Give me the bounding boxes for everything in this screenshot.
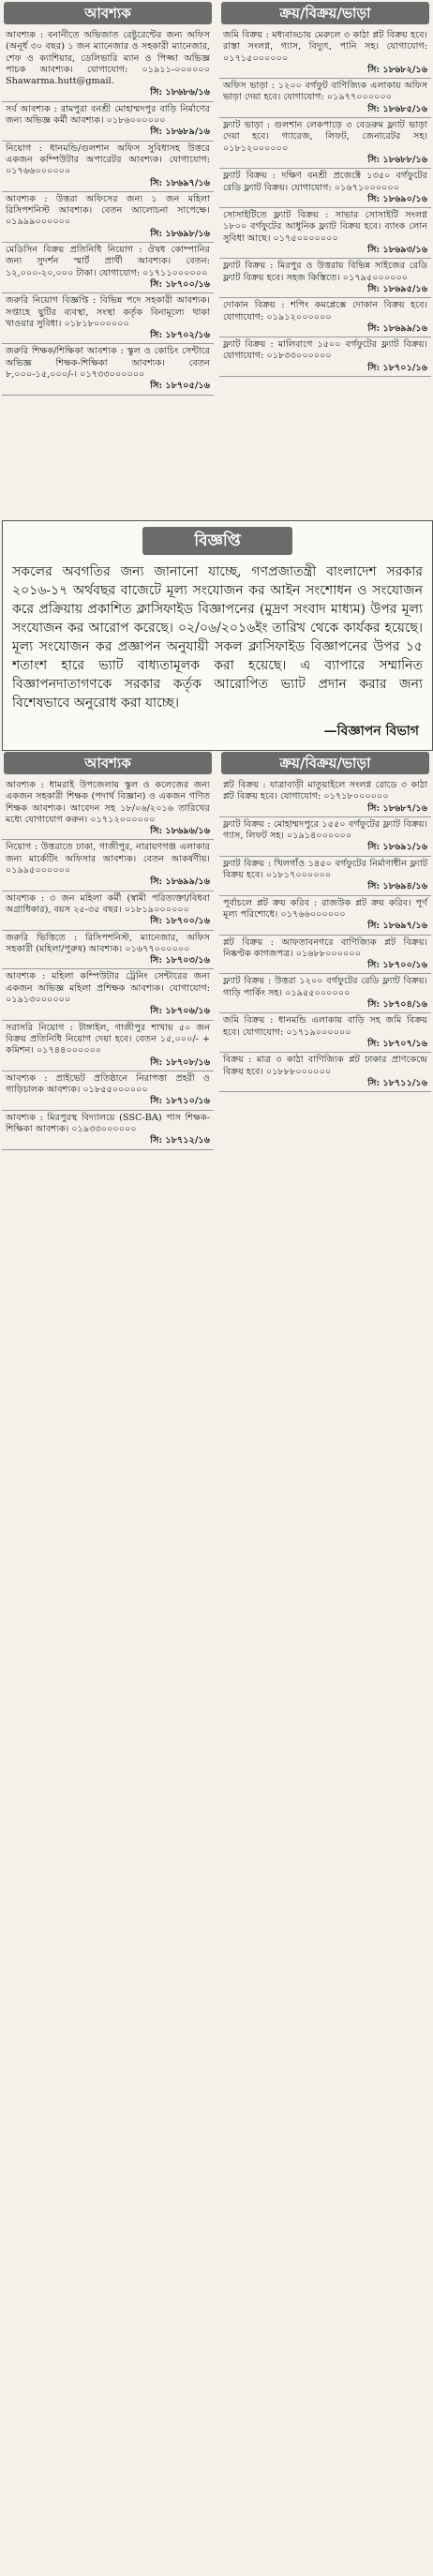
ad-code: সি: ১৮৬৯৮/১৬ (150, 228, 210, 239)
ad-text: সোসাইটিতে ফ্ল্যাট বিক্রয় : সাভার সোসাইটি সংলগ্ন ১৮০০ বর্গফুটের আধুনিক ফ্ল্যাট বিক্রয় হবে। ব্যাংক লোন সুবিধা আছে। ০১৭৫০০০০০০০ (223, 210, 427, 244)
classified-ad (219, 896, 431, 936)
ad-text: নিয়োগ : উত্তরাতে ঢাকা, গাজীপুর, নারায়ণগঞ্জ এলাকার জন্য মার্কেটিং অফিসার আবশ্যক। বেতন আকর্ষণীয়। ০১৯৯৫০০০০০০ (6, 842, 210, 876)
vat-notice (2, 520, 433, 751)
ad-code: সি: ১৮৭০৬/১৬ (150, 1006, 210, 1017)
ad-code: সি: ১৮৭০৪/১৬ (367, 999, 427, 1011)
classified-ad (219, 857, 431, 896)
classified-ad (2, 1111, 214, 1150)
ad-code: সি: ১৮৬৯০/১৬ (367, 193, 427, 204)
ad-text: ফ্ল্যাট ভাড়া : গুলশান লেকপাড়ে ৩ বেডরুম ফ্ল্যাট ভাড়া দেয়া হবে। গ্যারেজ, লিফট, জেনারেটর সহ। ০১৮১২০০০০০০ (223, 120, 427, 154)
classified-ad (219, 337, 431, 377)
bottom-left-header: আবশ্যক (4, 752, 212, 774)
top-classifieds (2, 0, 431, 514)
ad-text: সর্ব আবশ্যক : রামপুরা বনশ্রী মোহাম্মদপুর বাড়ি নির্মাণের জন্য অভিজ্ঞ কর্মী আবশ্যক। ০১৮৬০০০০০০ (6, 103, 210, 127)
ad-text: প্লট বিক্রয় : যাত্রাবাড়ী মাতুয়াইলে সংলগ্ন রোডে ৩ কাঠা প্লট বিক্রয় হবে। যোগাযোগ: ০১৭১৮০০০০০০ (223, 780, 427, 802)
top-right-ad-list (219, 28, 431, 377)
classified-ad (219, 118, 431, 169)
ad-code: সি: ১৮৬৯১/১৬ (367, 842, 427, 853)
ad-text: ফ্ল্যাট বিক্রয় : খিলগাঁও ১৪৫০ বর্গফুটের নির্মাণাধীন ফ্ল্যাট বিক্রয় হবে। ০১৮১৭০০০০০০ (223, 858, 427, 881)
ad-code: সি: ১৮৭১১/১৬ (367, 1077, 427, 1088)
classified-ad (2, 243, 214, 293)
ad-text: জরুরি শিক্ষক/শিক্ষিকা আবশ্যক : স্কুল ও কোচিং সেন্টারে অভিজ্ঞ শিক্ষক-শিক্ষিকা আবশ্যক। বেতন ৮,০০০-১৫,০০০/-। ০১৭৩৩০০০০০০ (6, 346, 210, 381)
classified-ad (2, 778, 214, 840)
ad-code: সি: ১৮৭০৩/১৬ (150, 955, 210, 966)
bottom-right-header: ক্রয়/বিক্রয়/ভাড়া (221, 752, 429, 774)
ad-code: সি: ১৮৬৯৯/১৬ (150, 876, 210, 888)
ad-text: আবশ্যক : ধামরাই উপজেলায় স্কুল ও কলেজের জন্য একজন সহকারী শিক্ষক (পদার্থ বিজ্ঞান) ও একজন গণিত শিক্ষক আবশ্যক। আবেদন সহ ১৮/০৬/২০১৬ তারিখের মধ্যে যোগাযোগ করুন। ০১৭১২০০০০০০ (6, 780, 210, 825)
classified-ad (219, 974, 431, 1013)
classified-ad (2, 840, 214, 891)
ad-text: আবশ্যক : ৩ জন মহিলা কর্মী (স্বামী পরিত্যক্তা/বিধবা অগ্রাধিকার), বয়স ২৫-৩৫ বছর। ০১৮১৯০০০০০০ (6, 892, 210, 915)
ad-text: প্লট বিক্রয় : আফতাবনগরে বাণিজ্যিক প্লট বিক্রয়। নিষ্কণ্টক কাগজপত্র। ০১৬৮৮০০০০০০ (223, 936, 427, 959)
notice-body: সকলের অবগতির জন্য জানানো যাচ্ছে, গণপ্রজাতন্ত্রী বাংলাদেশ সরকার ২০১৬-১৭ অর্থবছর বাজেটে মূল্য সংযোজন কর আইন সংশোধন ও সংযোজন করে প্রক্রিয়ায় প্রকাশিত ক্লাসিফাইড বিজ্ঞাপনের (মুদ্রণ সংবাদ মাধ্যম) উপর মূল্য সংযোজন কর আরোপ করেছে। ০২/০৬/২০১৬ইং তারিখ থেকে কার্যকর হয়েছে। মূল্য সংযোজন কর প্রজ্ঞাপন অনুযায়ী সকল ক্লাসিফাইড বিজ্ঞাপনের উপর ১৫ শতাংশ হারে ভ্যাট বাধ্যতামূলক করা হয়েছে। এ ব্যাপারে সম্মানিত বিজ্ঞাপনদাতাগণকে সরকার কর্তৃক আরোপিত ভ্যাট প্রদান করার জন্য বিশেষভাবে অনুরোধ করা যাচ্ছে। (12, 564, 423, 711)
bottom-classifieds (2, 750, 431, 2573)
notice-signature: —বিজ্ঞাপন বিভাগ (323, 724, 419, 739)
ad-code: সি: ১৮৭০০/১৬ (150, 278, 210, 290)
ad-text: দোকান বিক্রয় : শপিং কমপ্লেক্সে দোকান বিক্রয় হবে। যোগাযোগ: ০১৯১২০০০০০০ (223, 300, 427, 322)
bottom-right-ad-list (219, 778, 431, 1092)
classified-ad (219, 28, 431, 79)
ad-code: সি: ১৮৭০৮/১৬ (150, 1056, 210, 1068)
classified-ad (219, 936, 431, 975)
ad-code: সি: ১৮৬৯৬/১৬ (150, 826, 210, 837)
bottom-right-column (219, 750, 431, 1150)
ad-text: জমি বিক্রয় : মধ্যবাড্ডায় মেরুলে ৩ কাঠা প্লট বিক্রয় হবে। রাস্তা সংলগ্ন, গ্যাস, বিদ্যুৎ, পানি সহ। যোগাযোগ: ০১৭১৫০০০০০০ (223, 30, 427, 64)
bottom-left-ad-list (2, 778, 214, 1150)
ad-text: ফ্ল্যাট বিক্রয় : উত্তরা ১২০০ বর্গফুটের রেডি ফ্ল্যাট বিক্রয়। গাড়ি পার্কিং সহ। ০১৯৫৫০০০০০০ (223, 976, 427, 998)
ad-text: আবশ্যক : মহিলা কম্পিউটার ট্রেনিং সেন্টারের জন্য একজন অভিজ্ঞ মহিলা প্রশিক্ষক আবশ্যক। যোগাযোগ: ০১৯১৩০০০০০০ (6, 971, 210, 1006)
notice-heading: বিজ্ঞপ্তি (142, 527, 292, 555)
ad-code: সি: ১৮৬৮৬/১৬ (150, 87, 210, 98)
ad-code: সি: ১৮৬৯৯/১৬ (367, 322, 427, 334)
top-left-header: আবশ্যক (4, 2, 212, 24)
ad-text: বিক্রয় : মাত্র ৩ কাঠা বাণিজ্যিক প্লট ঢাকার প্রাণকেন্দ্রে বিক্রয় হবে। ০১৮৮৮০০০০০০ (223, 1055, 427, 1077)
ad-code: সি: ১৮৭১০/১৬ (150, 1096, 210, 1107)
classified-ad (2, 102, 214, 142)
ad-code: সি: ১৮৬৮৮/১৬ (367, 154, 427, 165)
ad-text: ফ্ল্যাট বিক্রয় : দক্ষিণ বনশ্রী প্রজেক্টে ১৩৫০ বর্গফুটের রেডি ফ্ল্যাট বিক্রয়। যোগাযোগ: ০১৬৭১০০০০০০ (223, 171, 427, 193)
ad-code: সি: ১৮৬৯৪/১৬ (367, 881, 427, 892)
classified-ad (2, 931, 214, 970)
ad-text: জমি বিক্রয় : ধানমন্ডি এলাকায় বাড়ি সহ জমি বিক্রয় হবে। যোগাযোগ: ০১৭১৯০০০০০০ (223, 1015, 427, 1038)
classified-ad (219, 169, 431, 208)
ad-code: সি: ১৮৭০২/১৬ (150, 330, 210, 341)
ad-text: ফ্ল্যাট বিক্রয় : মালিবাগে ১৫০০ বর্গফুটের ফ্ল্যাট বিক্রয়। যোগাযোগ: ০১৮৩৩০০০০০০ (223, 339, 427, 362)
classified-ad (219, 817, 431, 857)
ad-text: জরুরি ভিত্তিতে : রিসিপশনিস্ট, ম্যানেজার, অফিস সহকারী (মহিলা/পুরুষ) আবশ্যক। ০১৬৭৭০০০০০০ (6, 932, 210, 954)
ad-text: আবশ্যক : মিরপুরস্থ বিদ্যালয়ে (SSC-BA) পাস শিক্ষক-শিক্ষিকা আবশ্যক। ০১৯৩৩০০০০০০ (6, 1112, 210, 1135)
classified-ad (219, 1053, 431, 1092)
top-right-header: ক্রয়/বিক্রয়/ভাড়া (221, 2, 429, 24)
ad-code: সি: ১৮৬৮২/১৬ (367, 64, 427, 75)
ad-text: আবশ্যক : উত্তরা অফিসের জন্য ১ জন মহিলা রিসিপশনিস্ট আবশ্যক। বেতন আলোচনা সাপেক্ষে। ০১৯৯৯০০০০০০ (6, 193, 210, 228)
classified-ad (2, 344, 214, 395)
classified-ad (2, 28, 214, 102)
ad-code: সি: ১৮৭০০/১৬ (367, 960, 427, 971)
ad-code: সি: ১৮৬৮৭/১৬ (367, 802, 427, 814)
ad-code: সি: ১৮৭০৭/১৬ (367, 1038, 427, 1049)
ad-text: অফিস ভাড়া : ১২০০ বর্গফুট বাণিজ্যিক এলাকায় অফিস ভাড়া দেয়া হবে। যোগাযোগ: ০১৯৭৭০০০০০০ (223, 81, 427, 103)
ad-code: সি: ১৮৬৯৫/১৬ (367, 283, 427, 294)
ad-text: মেডিসিন বিক্রয় প্রতিনিধি নিয়োগ : ঔষধ কোম্পানির জন্য সুদর্শন স্মার্ট প্রার্থী আবশ্যক। বেতন: ১২,০০০-২০,০০০ টাকা। যোগাযোগ: ০১৭১১০০০০০০ (6, 245, 210, 278)
ad-text: ফ্ল্যাট বিক্রয় : মিরপুর ও উত্তরায় বিভিন্ন সাইজের রেডি ফ্ল্যাট বিক্রয় হবে। সহজ কিস্তিতে। ০১৭৯৫০০০০০০ (223, 261, 427, 283)
ad-code: সি: ১৮৬৯৩/১৬ (367, 245, 427, 256)
ad-code: সি: ১৮৬৯৭/১৬ (150, 177, 210, 188)
classified-ad (219, 778, 431, 817)
classified-ad (2, 1021, 214, 1071)
ad-text: নিয়োগ : ধানমন্ডি/গুলশান অফিস সুবিধাসহ উত্তরে একজন কম্পিউটার অপারেটর আবশ্যক। যোগাযোগ: ০১৭৬৬০০০০০০ (6, 142, 210, 177)
ad-text: সরাসরি নিয়োগ : টাঙ্গাইল, গাজীপুর শাখায় ৫০ জন বিক্রয় প্রতিনিধি নিয়োগ দেয়া হবে। বেতন ১৫,০০০/- + কমিশন। ০১৭৪৪০০০০০০ (6, 1022, 210, 1056)
ad-code: সি: ১৮৭০১/১৬ (367, 362, 427, 373)
ad-text: পূর্বাচলে প্লট ক্রয় করিব : রাজউক প্লট ক্রয় করিব। পূর্ণ মূল্য পরিশোধে। ০১৭৬৬০০০০০০ (223, 897, 427, 920)
ad-code: সি: ১৮৬৮৯/১৬ (150, 127, 210, 138)
ad-text: ফ্ল্যাট বিক্রয় : মোহাম্মদপুরে ১৫৫০ বর্গফুটের ফ্ল্যাট বিক্রয়। গ্যাস, লিফট সহ। ০১৯১৪০০০০০০ (223, 818, 427, 842)
top-left-ad-list (2, 28, 214, 396)
top-left-column (2, 0, 214, 396)
top-right-column (219, 0, 431, 396)
classified-ad (219, 208, 431, 259)
classified-ad (219, 259, 431, 298)
ad-text: আবশ্যক : প্রাইভেট প্রতিষ্ঠানে নিরাপত্তা প্রহরী ও গাড়িচালক আবশ্যক। ০১৮৫৫০০০০০০ (6, 1072, 210, 1096)
classified-ad (2, 969, 214, 1020)
ad-text: আবশ্যক : বনানীতে অভিজাত রেষ্টুরেন্টের জন্য অফিস (অনূর্ধ ৩০ বছর) ১ জন ম্যানেজার ও সহকারী ম্যানেজার, শেফ ও ক্যাশিয়ার, ডেলিভারি ম্যান ও পিজ্জা অভিজ্ঞ পাচক আবশ্যক। যোগাযোগ: ০১৯১১-০০০০০০ Shawarma.hutt@gmail. (6, 30, 210, 87)
ad-text: জরুরি নিয়োগ বিজ্ঞপ্তি : বিভিন্ন পদে সহকারী আবশ্যক। সপ্তাহে ছুটির ব্যবস্থা, সংস্থা কর্তৃক বিনামূল্যে থাকা খাওয়ার সুবিধা। ০১৮১৮০০০০০০ (6, 295, 210, 329)
ad-code: সি: ১৮৬৯৭/১৬ (367, 921, 427, 932)
ad-code: সি: ১৮৬৮৫/১৬ (367, 103, 427, 114)
ad-code: সি: ১৮৭০৫/১৬ (150, 381, 210, 392)
classified-ad (2, 142, 214, 192)
classified-ad (2, 891, 214, 931)
classified-ad (2, 293, 214, 344)
ad-code: সি: ১৮৭০০/১৬ (150, 916, 210, 927)
classified-ad (219, 1013, 431, 1053)
classified-ad (2, 192, 214, 243)
classified-ad (2, 1071, 214, 1111)
classified-ad (219, 79, 431, 118)
classified-ad (219, 298, 431, 337)
ad-code: সি: ১৮৭১২/১৬ (150, 1135, 210, 1146)
bottom-left-column (2, 750, 214, 1150)
